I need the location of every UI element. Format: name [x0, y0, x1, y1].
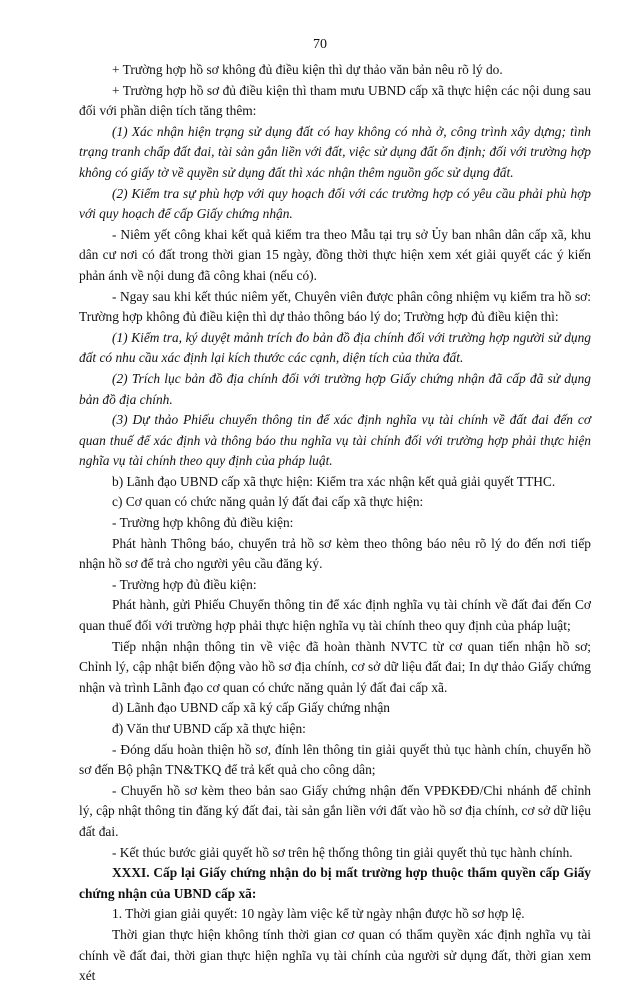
paragraph: - Kết thúc bước giải quyết hồ sơ trên hệ thống thông tin giải quyết thủ tục hành chính.: [112, 844, 573, 860]
paragraph: đ) Văn thư UBND cấp xã thực hiện:: [112, 721, 306, 736]
paragraph: (2) Kiểm tra sự phù hợp với quy hoạch đối với các trường hợp có yêu cầu phải phù hợp với quy hoạch để cấp Giấy chứng nhận.: [79, 185, 591, 222]
paragraph: + Trường hợp hồ sơ đủ điều kiện thì tham mưu UBND cấp xã thực hiện các nội dung sau đối với phần diện tích tăng thêm:: [79, 82, 591, 119]
paragraph: d) Lãnh đạo UBND cấp xã ký cấp Giấy chứng nhận: [112, 700, 390, 716]
page-number: 70: [313, 37, 327, 52]
section-heading: XXXI. Cấp lại Giấy chứng nhận do bị mất trường hợp thuộc thẩm quyền cấp Giấy chứng nhận của UBND cấp xã:: [79, 865, 591, 901]
paragraph: (1) Kiểm tra, ký duyệt mảnh trích đo bản đồ địa chính đối với trường hợp người sử dụng đất có nhu cầu xác định lại kích thước các cạnh, diện tích của thửa đất.: [79, 329, 591, 366]
paragraph: Phát hành, gửi Phiếu Chuyển thông tin để xác định nghĩa vụ tài chính về đất đai đến Cơ quan thuế đối với trường hợp phải thực hiện nghĩa vụ tài chính theo quy định của pháp luật;: [79, 597, 591, 634]
paragraph: Thời gian thực hiện không tính thời gian cơ quan có thẩm quyền xác định nghĩa vụ tài chính về đất đai, thời gian thực hiện nghĩa vụ tài chính của người sử dụng đất, thời gian xem xét: [79, 926, 591, 984]
paragraph: (1) Xác nhận hiện trạng sử dụng đất có hay không có nhà ở, công trình xây dựng; tình trạng tranh chấp đất đai, tài sản gắn liền với đất, việc sử dụng đất ổn định; đối với trường hợp không có giấy tờ về quyền sử dụng đất thì xác nhận thêm nguồn gốc sử dụng đất.: [79, 123, 591, 180]
paragraph: (2) Trích lục bản đồ địa chính đối với trường hợp Giấy chứng nhận đã cấp đã sử dụng bản đồ địa chính.: [79, 370, 591, 407]
paragraph: Tiếp nhận nhận thông tin về việc đã hoàn thành NVTC từ cơ quan tiến nhận hồ sơ; Chỉnh lý, cập nhật biến động vào hồ sơ địa chính, cơ sở dữ liệu đất đai; In dự thảo Giấy chứng nhận và trình Lãnh đạo cơ quan có chức năng quản lý đất đai cấp xã.: [79, 638, 591, 695]
document-body: [79, 60, 591, 987]
paragraph: - Ngay sau khi kết thúc niêm yết, Chuyên viên được phân công nhiệm vụ kiểm tra hồ sơ: Trường hợp không đủ điều kiện thì dự thảo thông báo lý do; Trường hợp đủ điều kiện thì:: [79, 288, 591, 325]
paragraph: c) Cơ quan có chức năng quản lý đất đai cấp xã thực hiện:: [112, 494, 424, 510]
paragraph: - Chuyển hồ sơ kèm theo bản sao Giấy chứng nhận đến VPĐKĐĐ/Chi nhánh để chỉnh lý, cập nhật thông tin đăng ký đất đai, tài sản gắn liền với đất vào hồ sơ địa chính, cơ sở dữ liệu đất đai.: [79, 782, 591, 839]
paragraph: - Trường hợp đủ điều kiện:: [112, 576, 257, 592]
paragraph: + Trường hợp hồ sơ không đủ điều kiện thì dự thảo văn bản nêu rõ lý do.: [112, 62, 503, 77]
paragraph: (3) Dự thảo Phiếu chuyển thông tin để xác định nghĩa vụ tài chính về đất đai đến cơ quan thuế để xác định và thông báo thu nghĩa vụ tài chính đối với trường hợp phải thực hiện nghĩa vụ tài chính theo quy định của pháp luật.: [79, 412, 591, 469]
paragraph: 1. Thời gian giải quyết: 10 ngày làm việc kể từ ngày nhận được hồ sơ hợp lệ.: [112, 906, 525, 922]
paragraph: - Niêm yết công khai kết quả kiểm tra theo Mẫu tại trụ sở Ủy ban nhân dân cấp xã, khu dân cư nơi có đất trong thời gian 15 ngày, đồng thời thực hiện xem xét giải quyết các ý kiến phản ánh về nội dung đã công khai (nếu có).: [79, 226, 591, 283]
paragraph: - Đóng dấu hoàn thiện hồ sơ, đính lên thông tin giải quyết thủ tục hành chín, chuyển hồ sơ đến Bộ phận TN&TKQ để trả kết quả cho công dân;: [79, 741, 591, 778]
paragraph: Phát hành Thông báo, chuyển trả hồ sơ kèm theo thông báo nêu rõ lý do đến nơi tiếp nhận hồ sơ để trả cho người yêu cầu đăng ký.: [79, 535, 591, 572]
paragraph: b) Lãnh đạo UBND cấp xã thực hiện: Kiểm tra xác nhận kết quả giải quyết TTHC.: [112, 473, 556, 489]
paragraph: - Trường hợp không đủ điều kiện:: [112, 515, 294, 531]
